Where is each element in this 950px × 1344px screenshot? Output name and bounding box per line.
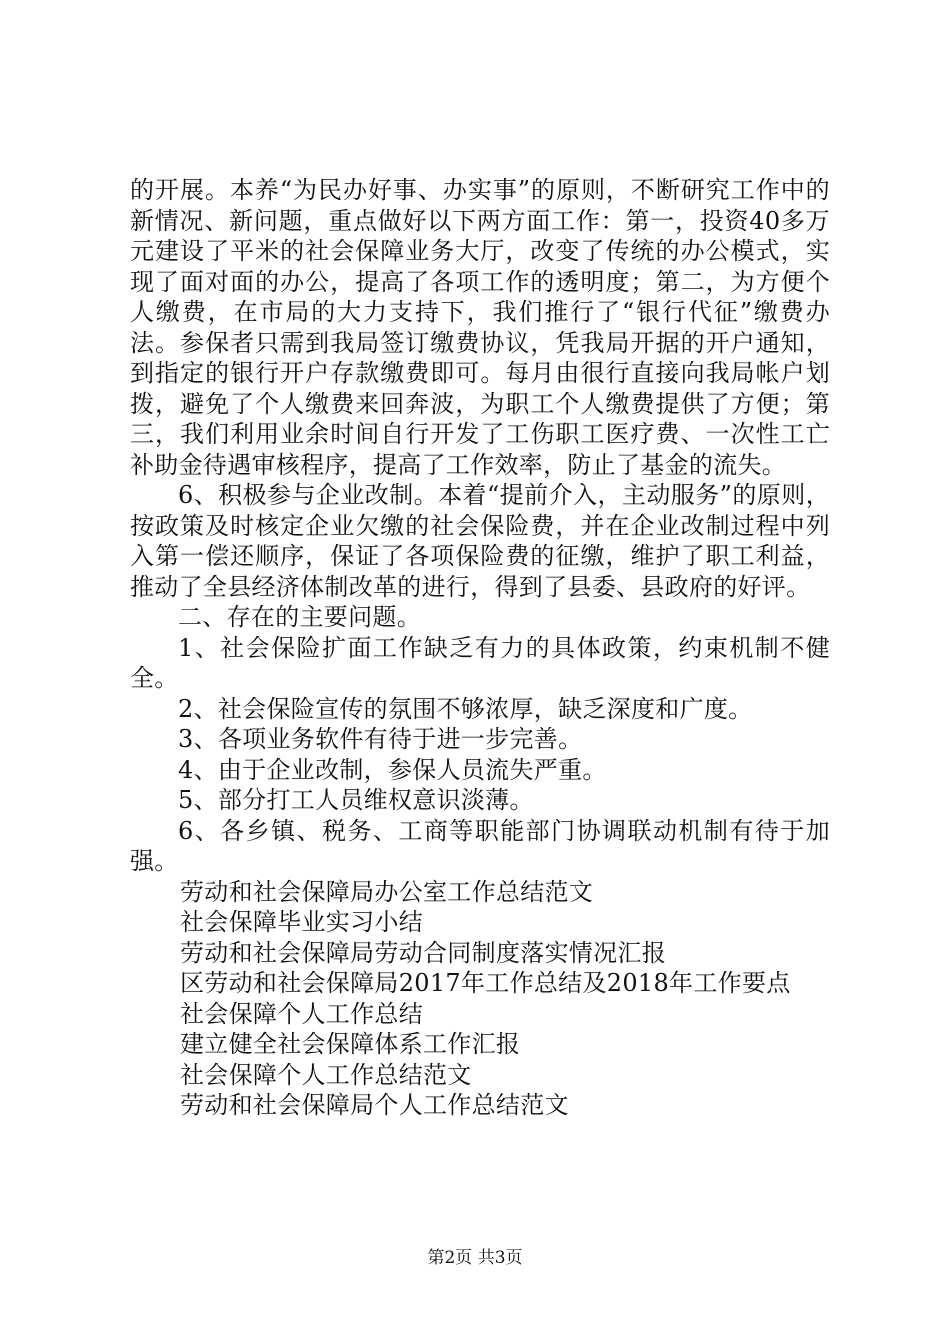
page-number-footer: 第2页 共3页	[427, 1248, 523, 1268]
related-article-link[interactable]: 建立健全社会保障体系工作汇报	[180, 1030, 521, 1058]
paragraph-continuation: 的开展。本养“为民办好事、办实事”的原则，不断研究工作中的新情况、新问题，重点做好以下两方面工作：第一，投资40多万元建设了平米的社会保障业务大厅，改变了传统的办公模式，实现了面对面的办公，提高了各项工作的透明度；第二，为方便个人缴费，在市局的大力支持下，我们推行了“银行代征”缴费办法。参保者只需到我局签订缴费协议，凭我局开据的开户通知，到指定的银行开户存款缴费即可。每月由很行直接向我局帐户划拨，避免了个人缴费来回奔波，为职工个人缴费提供了方便；第三，我们利用业余时间自行开发了工伤职工医疗费、一次性工亡补助金待遇审核程序，提高了工作效率，防止了基金的流失。	[130, 176, 830, 479]
related-article-link[interactable]: 劳动和社会保障局办公室工作总结范文	[180, 877, 594, 906]
paragraph-item-6-enterprise-reform: 6、积极参与企业改制。本着“提前介入，主动服务”的原则，按政策及时核定企业欠缴的社会保险费，并在企业改制过程中列入第一偿还顺序，保证了各项保险费的征缴，维护了职工利益，推动了全县经济体制改革的进行，得到了县委、县政府的好评。	[130, 481, 830, 601]
related-article-link[interactable]: 劳动和社会保障局个人工作总结范文	[180, 1091, 569, 1119]
document-body	[130, 175, 830, 1121]
problem-item-2: 2、社会保险宣传的氛围不够浓厚，缺乏深度和广度。	[178, 694, 753, 723]
related-article-link[interactable]: 社会保障毕业实习小结	[180, 908, 423, 936]
problem-item-6: 6、各乡镇、税务、工商等职能部门协调联动机制有待于加强。	[130, 816, 830, 875]
related-article-link[interactable]: 社会保障个人工作总结	[180, 999, 423, 1028]
related-article-link[interactable]: 劳动和社会保障局劳动合同制度落实情况汇报	[180, 938, 666, 967]
problem-item-4: 4、由于企业改制，参保人员流失严重。	[178, 755, 607, 784]
related-article-link[interactable]: 区劳动和社会保障局2017年工作总结及2018年工作要点	[180, 969, 791, 997]
problem-item-5: 5、部分打工人员维权意识淡薄。	[178, 786, 534, 814]
problem-item-1: 1、社会保险扩面工作缺乏有力的具体政策，约束机制不健全。	[130, 633, 830, 692]
problem-item-3: 3、各项业务软件有待于进一步完善。	[178, 725, 583, 753]
related-article-link[interactable]: 社会保障个人工作总结范文	[180, 1060, 472, 1089]
section-heading-main-problems: 二、存在的主要问题。	[178, 603, 421, 631]
related-articles-list	[130, 877, 830, 1121]
